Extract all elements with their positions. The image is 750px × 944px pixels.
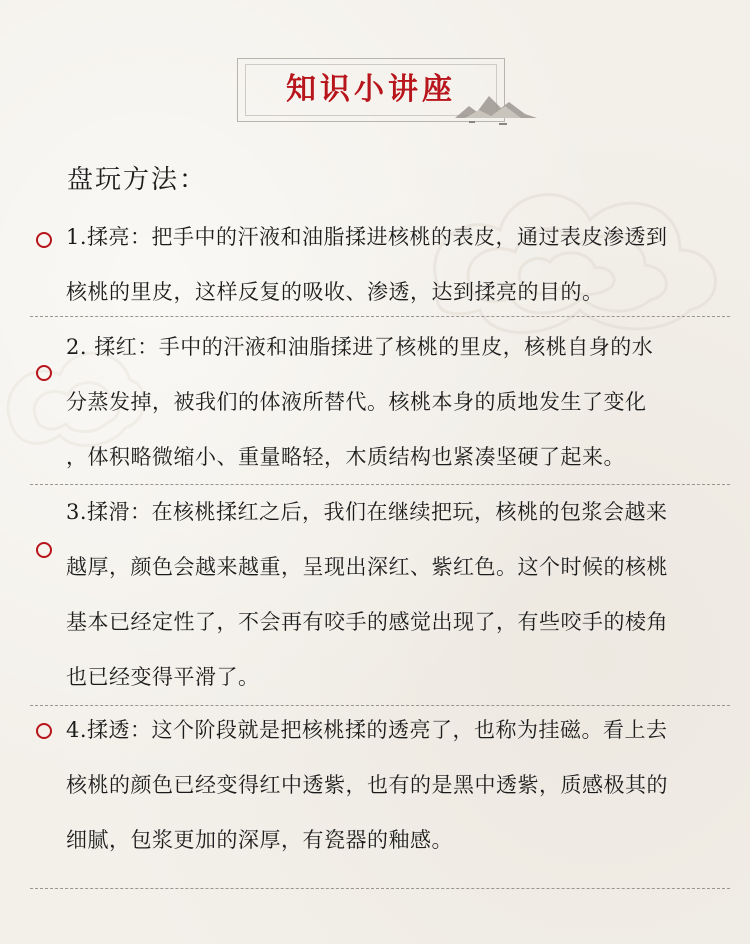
section-heading: 盘玩方法： [67,165,208,195]
item-line: 核桃的颜色已经变得红中透紫，也有的是黑中透紫，质感极其的 [66,773,668,797]
item-line: 核桃的里皮，这样反复的吸收、渗透，达到揉亮的目的。 [66,280,604,304]
item-line: 3.揉滑：在核桃揉红之后，我们在继续把玩，核桃的包浆会越来 [66,500,668,524]
item-line: 2. 揉红：手中的汗液和油脂揉进了核桃的里皮，核桃自身的水 [66,335,654,359]
item-line: 越厚，颜色会越来越重，呈现出深红、紫红色。这个时候的核桃 [66,555,668,579]
method-item-3 [66,485,716,705]
item-line: ，体积略微缩小、重量略轻，木质结构也紧凑坚硬了起来。 [66,445,625,469]
bullet-circle-icon [36,723,52,739]
page-title: 知识小讲座 [286,72,456,107]
bullet-circle-icon [36,365,52,381]
method-item-1 [66,210,716,320]
item-line: 细腻，包浆更加的深厚，有瓷器的釉感。 [66,828,453,852]
mountain-landscape-icon [455,88,537,128]
bullet-circle-icon [36,542,52,558]
method-item-4 [66,703,716,868]
item-line: 也已经变得平滑了。 [66,665,260,689]
dashed-divider [30,888,730,889]
item-line: 分蒸发掉，被我们的体液所替代。核桃本身的质地发生了变化 [66,390,647,414]
bullet-circle-icon [36,232,52,248]
item-line: 4.揉透：这个阶段就是把核桃揉的透亮了，也称为挂磁。看上去 [66,718,668,742]
item-line: 基本已经定性了，不会再有咬手的感觉出现了，有些咬手的棱角 [66,610,668,634]
dashed-divider [30,316,730,317]
title-banner [237,58,507,124]
method-item-2 [66,320,716,485]
item-line: 1.揉亮：把手中的汗液和油脂揉进核桃的表皮，通过表皮渗透到 [66,225,668,249]
